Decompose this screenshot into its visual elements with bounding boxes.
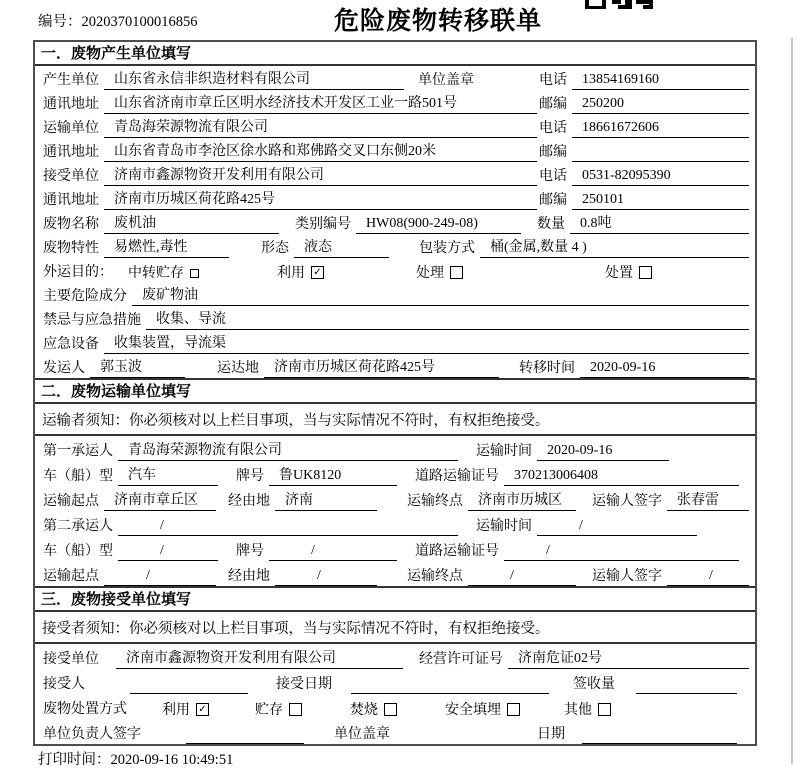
section2-header: 二．废物运输单位填写 bbox=[35, 378, 755, 404]
hazard-label: 主要危险成分 bbox=[43, 289, 127, 304]
row-producer-address bbox=[35, 90, 755, 114]
form-value: 液态 bbox=[294, 236, 389, 258]
plate2-value: / bbox=[269, 543, 397, 561]
end1-value: 济南市历城区 bbox=[468, 489, 576, 511]
disposal-option-other-label: 其他 bbox=[564, 703, 592, 718]
disposal-burn-checkbox bbox=[384, 703, 397, 716]
row-shipper bbox=[35, 354, 755, 378]
transporter-address-label: 通讯地址 bbox=[43, 145, 99, 160]
row-waste-character bbox=[35, 234, 755, 258]
destination-value: 济南市历城区荷花路425号 bbox=[264, 356, 499, 378]
row-producer bbox=[35, 66, 755, 90]
date-label: 日期 bbox=[537, 727, 565, 742]
road-license2-label: 道路运输证号 bbox=[415, 544, 499, 559]
responsible-label: 单位负责人签字 bbox=[43, 727, 141, 742]
permit-value: 济南危证02号 bbox=[508, 647, 749, 669]
purpose-dispose-checkbox bbox=[639, 266, 652, 279]
section3-header: 三．废物接受单位填写 bbox=[35, 586, 755, 612]
origin1-value: 济南市章丘区 bbox=[104, 489, 216, 511]
receiver-value: 济南市鑫源物资开发利用有限公司 bbox=[104, 164, 537, 186]
transporter-label: 运输单位 bbox=[43, 121, 99, 136]
received-qty-value bbox=[636, 692, 737, 694]
disposal-option-store-label: 贮存 bbox=[255, 703, 283, 718]
sign2-label: 运输人签字 bbox=[592, 569, 662, 584]
purpose-treat-checkbox bbox=[450, 266, 463, 279]
transport-time2-label: 运输时间 bbox=[476, 519, 532, 534]
quantity-label: 数量 bbox=[537, 217, 565, 232]
disposal-other-checkbox bbox=[598, 703, 611, 716]
purpose-option-storage-label: 中转贮存 bbox=[128, 266, 184, 281]
disposal-option-burn bbox=[350, 699, 397, 719]
accept-unit-value: 济南市鑫源物资开发利用有限公司 bbox=[116, 647, 403, 669]
unit-seal2-label: 单位盖章 bbox=[334, 727, 390, 742]
disposal-landfill-checkbox bbox=[507, 703, 520, 716]
vehicle2-value: / bbox=[118, 543, 218, 561]
transporter-phone-label: 电话 bbox=[539, 121, 567, 136]
equipment-label: 应急设备 bbox=[43, 337, 99, 352]
responsible-value bbox=[186, 742, 304, 744]
transfer-date-label: 转移时间 bbox=[519, 361, 575, 376]
print-time-value: 2020-09-16 10:49:51 bbox=[110, 752, 234, 768]
purpose-option-use-label: 利用 bbox=[277, 266, 305, 281]
shipper-label: 发运人 bbox=[43, 361, 85, 376]
row-carrier2 bbox=[35, 511, 755, 536]
row-equipment bbox=[35, 330, 755, 354]
row-receiver-address bbox=[35, 186, 755, 210]
row-acceptor bbox=[35, 669, 755, 694]
carrier1-value: 青岛海荣源物流有限公司 bbox=[118, 439, 458, 461]
origin1-label: 运输起点 bbox=[43, 494, 99, 509]
sign2-value: / bbox=[667, 568, 749, 586]
qr-code-fragment bbox=[585, 0, 653, 9]
transporter-zip-label: 邮编 bbox=[539, 145, 567, 160]
equipment-value: 收集装置，导流渠 bbox=[104, 332, 749, 354]
document-number-label: 编号： bbox=[38, 14, 82, 30]
purpose-option-use bbox=[277, 262, 324, 282]
producer-zip-label: 邮编 bbox=[539, 97, 567, 112]
origin2-label: 运输起点 bbox=[43, 569, 99, 584]
row-carrier1 bbox=[35, 436, 755, 461]
date-value bbox=[582, 742, 737, 744]
transporter-zip-group bbox=[537, 141, 749, 162]
taboo-label: 禁忌与应急措施 bbox=[43, 313, 141, 328]
disposal-option-use bbox=[162, 699, 209, 719]
vehicle2-label: 车（船）型 bbox=[43, 544, 113, 559]
sign1-value: 张春雷 bbox=[667, 489, 749, 511]
row-receiver bbox=[35, 162, 755, 186]
producer-address-label: 通讯地址 bbox=[43, 97, 99, 112]
purpose-option-storage bbox=[128, 262, 199, 282]
purpose-option-treat-label: 处理 bbox=[416, 266, 444, 281]
transporter-phone-group bbox=[537, 117, 749, 138]
receiver-address-label: 通讯地址 bbox=[43, 193, 99, 208]
disposal-use-checkbox: ✓ bbox=[196, 703, 209, 716]
transporter-zip-value bbox=[572, 160, 749, 162]
page-header bbox=[0, 0, 796, 40]
carrier1-label: 第一承运人 bbox=[43, 444, 113, 459]
disposal-store-checkbox bbox=[289, 703, 302, 716]
row-route2 bbox=[35, 561, 755, 586]
end1-label: 运输终点 bbox=[407, 494, 463, 509]
via2-label: 经由地 bbox=[228, 569, 270, 584]
package-value: 桶(金属,数量 4 ) bbox=[480, 236, 749, 258]
purpose-option-treat bbox=[416, 262, 463, 282]
destination-label: 运达地 bbox=[217, 361, 259, 376]
vehicle1-value: 汽车 bbox=[118, 464, 218, 486]
purpose-use-checkbox: ✓ bbox=[311, 266, 324, 279]
taboo-value: 收集、导流 bbox=[146, 308, 749, 330]
purpose-option-dispose bbox=[605, 262, 652, 282]
receiver-address-value: 济南市历城区荷花路425号 bbox=[104, 188, 537, 210]
producer-address-value: 山东省济南市章丘区明水经济技术开发区工业一路501号 bbox=[104, 92, 537, 114]
disposal-option-landfill bbox=[445, 699, 520, 719]
transporter-value: 青岛海荣源物流有限公司 bbox=[104, 116, 537, 138]
receiver-phone-group bbox=[537, 165, 749, 186]
purpose-option-dispose-label: 处置 bbox=[605, 266, 633, 281]
waste-character-value: 易燃性,毒性 bbox=[104, 236, 229, 258]
sign1-label: 运输人签字 bbox=[592, 494, 662, 509]
waste-character-label: 废物特性 bbox=[43, 241, 99, 256]
package-label: 包装方式 bbox=[419, 241, 475, 256]
shipper-value: 郭玉波 bbox=[90, 356, 185, 378]
acceptor-label: 接受人 bbox=[43, 677, 85, 692]
acceptor-value bbox=[130, 692, 248, 694]
page-title: 危险废物转移联单 bbox=[334, 7, 543, 35]
row-transporter bbox=[35, 114, 755, 138]
road-license1-value: 370213006408 bbox=[504, 468, 739, 486]
producer-zip-group bbox=[537, 93, 749, 114]
producer-phone-value: 13854169160 bbox=[572, 72, 749, 90]
row-responsible bbox=[35, 719, 755, 744]
row-disposal bbox=[35, 694, 755, 719]
plate1-label: 牌号 bbox=[236, 469, 264, 484]
origin2-value: / bbox=[104, 568, 216, 586]
print-time bbox=[38, 748, 233, 769]
row-purpose bbox=[35, 258, 755, 282]
waste-name-value: 废机油 bbox=[104, 212, 279, 234]
section1-header: 一．废物产生单位填写 bbox=[35, 42, 755, 66]
received-qty-label: 签收量 bbox=[573, 677, 615, 692]
section3-notice: 接受者须知：你必须核对以上栏目事项，当与实际情况不符时，有权拒绝接受。 bbox=[35, 612, 755, 644]
transport-time1-label: 运输时间 bbox=[476, 444, 532, 459]
hazard-value: 废矿物油 bbox=[132, 284, 749, 306]
disposal-label: 废物处置方式 bbox=[43, 702, 127, 717]
row-vehicle2 bbox=[35, 536, 755, 561]
accept-date-label: 接受日期 bbox=[276, 677, 332, 692]
receiver-zip-label: 邮编 bbox=[539, 193, 567, 208]
disposal-option-use-label: 利用 bbox=[162, 703, 190, 718]
carrier2-value: / bbox=[118, 518, 458, 536]
producer-zip-value: 250200 bbox=[572, 96, 749, 114]
row-transporter-address bbox=[35, 138, 755, 162]
manifest-form-table bbox=[33, 40, 757, 746]
road-license2-value: / bbox=[504, 543, 739, 561]
row-waste-name bbox=[35, 210, 755, 234]
row-accept-unit bbox=[35, 644, 755, 669]
print-time-label: 打印时间： bbox=[38, 752, 111, 768]
purpose-label: 外运目的： bbox=[43, 265, 113, 280]
row-taboo bbox=[35, 306, 755, 330]
end2-value: / bbox=[468, 568, 576, 586]
accept-date-value bbox=[351, 692, 549, 694]
transport-time1-value: 2020-09-16 bbox=[537, 443, 669, 461]
category-label: 类别编号 bbox=[295, 217, 351, 232]
disposal-option-other bbox=[564, 699, 611, 719]
form-label: 形态 bbox=[261, 241, 289, 256]
via2-value: / bbox=[275, 568, 377, 586]
transport-time2-value: / bbox=[537, 518, 697, 536]
plate2-label: 牌号 bbox=[236, 544, 264, 559]
receiver-phone-value: 0531-82095390 bbox=[572, 168, 749, 186]
receiver-zip-value: 250101 bbox=[572, 192, 749, 210]
receiver-phone-label: 电话 bbox=[539, 169, 567, 184]
row-hazard bbox=[35, 282, 755, 306]
transporter-phone-value: 18661672606 bbox=[572, 120, 749, 138]
document-number-value: 2020370100016856 bbox=[81, 14, 198, 30]
producer-value: 山东省永信非织造材料有限公司 bbox=[104, 68, 404, 90]
document-number bbox=[38, 10, 198, 31]
transporter-address-value: 山东省青岛市李沧区徐水路和郑佛路交叉口东侧20米 bbox=[104, 140, 537, 162]
quantity-value: 0.8吨 bbox=[570, 212, 749, 234]
section2-notice: 运输者须知：你必须核对以上栏目事项，当与实际情况不符时，有权拒绝接受。 bbox=[35, 404, 755, 436]
permit-label: 经营许可证号 bbox=[419, 652, 503, 667]
via1-label: 经由地 bbox=[228, 494, 270, 509]
unit-seal-label: 单位盖章 bbox=[418, 73, 474, 88]
road-license1-label: 道路运输证号 bbox=[415, 469, 499, 484]
receiver-label: 接受单位 bbox=[43, 169, 99, 184]
producer-phone-label: 电话 bbox=[539, 73, 567, 88]
row-route1 bbox=[35, 486, 755, 511]
disposal-option-burn-label: 焚烧 bbox=[350, 703, 378, 718]
row-vehicle1 bbox=[35, 461, 755, 486]
accept-unit-label: 接受单位 bbox=[43, 652, 99, 667]
disposal-option-landfill-label: 安全填埋 bbox=[445, 703, 501, 718]
category-value: HW08(900-249-08) bbox=[356, 216, 521, 234]
producer-label: 产生单位 bbox=[43, 73, 99, 88]
vehicle1-label: 车（船）型 bbox=[43, 469, 113, 484]
page-edge-line bbox=[791, 38, 793, 764]
waste-name-label: 废物名称 bbox=[43, 217, 99, 232]
carrier2-label: 第二承运人 bbox=[43, 519, 113, 534]
via1-value: 济南 bbox=[275, 489, 377, 511]
transfer-date-value: 2020-09-16 bbox=[580, 360, 749, 378]
plate1-value: 鲁UK8120 bbox=[269, 464, 397, 486]
end2-label: 运输终点 bbox=[407, 569, 463, 584]
disposal-option-store bbox=[255, 699, 302, 719]
purpose-storage-checkbox bbox=[190, 269, 199, 278]
receiver-zip-group bbox=[537, 189, 749, 210]
producer-phone-group bbox=[537, 69, 749, 90]
